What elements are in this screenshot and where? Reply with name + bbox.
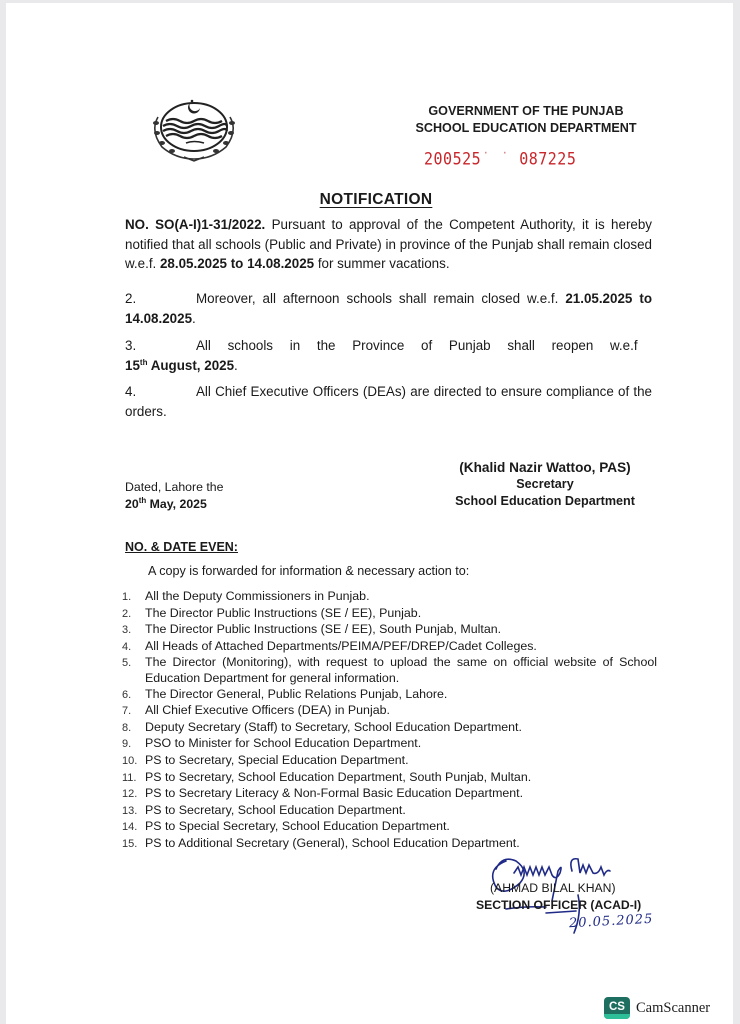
reference-number: NO. SO(A-I)1-31/2022.: [125, 217, 266, 232]
list-item: 14. PS to Special Secretary, School Education Department.: [122, 819, 450, 834]
page-title: NOTIFICATION: [319, 191, 433, 208]
list-item: 7. All Chief Executive Officers (DEA) in Punjab.: [122, 703, 390, 718]
vacation-dates: 28.05.2025 to 14.08.2025: [159, 256, 315, 271]
diary-number-stamp: 200525˙ ˙ 087225: [424, 148, 577, 170]
punjab-government-emblem-icon: [146, 91, 242, 165]
forwarded-text: A copy is forwarded for information & necessary action to:: [148, 564, 470, 578]
paragraph-4: 4. All Chief Executive Officers (DEAs) are directed to ensure compliance of the orders.: [125, 384, 652, 419]
dated-block: Dated, Lahore the 20th May, 2025: [125, 480, 224, 511]
signatory-designation: Secretary: [516, 477, 574, 491]
list-item: 11. PS to Secretary, School Education Department, South Punjab, Multan.: [122, 769, 532, 784]
camscanner-label: CamScanner: [636, 999, 711, 1016]
section-officer-name: (AHMAD BILAL KHAN): [490, 881, 616, 895]
camscanner-logo-icon: CS: [604, 997, 630, 1019]
section-officer-title: SECTION OFFICER (ACAD-I): [476, 898, 642, 912]
list-item: 3. The Director Public Instructions (SE / EE), South Punjab, Multan.: [122, 622, 502, 637]
signatory-name: (Khalid Nazir Wattoo, PAS): [459, 460, 631, 475]
reopen-date: 15th August, 2025: [125, 357, 235, 373]
list-item: 10. PS to Secretary, Special Education Department.: [122, 752, 409, 767]
no-date-even-heading: NO. & DATE EVEN:: [125, 540, 238, 554]
paragraph-1: NO. SO(A-I)1-31/2022. Pursuant to approval of the Competent Authority, it is hereby notified that all schools (Public and Private) in province of the Punjab shall remain closed w.e.f. 28.05.2025 to 14.08.2025 for summer vacations.: [125, 217, 652, 271]
list-item: 15. PS to Additional Secretary (General), School Education Department.: [122, 835, 520, 850]
signatory-department: School Education Department: [455, 494, 635, 508]
department-line: SCHOOL EDUCATION DEPARTMENT: [415, 121, 637, 135]
camscanner-watermark: [604, 997, 710, 1019]
issue-date: 20th May, 2025: [125, 496, 207, 511]
list-item: 1. All the Deputy Commissioners in Punjab.: [122, 589, 370, 603]
document-page: [6, 3, 733, 1024]
list-item: 6. The Director General, Public Relations Punjab, Lahore.: [122, 686, 448, 701]
department-header: [386, 103, 666, 137]
list-item: 5. The Director (Monitoring), with request to upload the same on official website of School Education Department for general information.: [122, 655, 657, 685]
paragraph-3: 3. All schools in the Province of Punjab shall reopen w.e.f 15th August, 2025.: [125, 338, 638, 373]
government-line: GOVERNMENT OF THE PUNJAB: [428, 104, 624, 118]
list-item: 9. PSO to Minister for School Education Department.: [122, 736, 422, 751]
list-item: 13. PS to Secretary, School Education Department.: [122, 802, 406, 817]
secretary-signature-block: [434, 459, 656, 510]
list-item: 2. The Director Public Instructions (SE / EE), Punjab.: [122, 605, 422, 620]
list-item: 8. Deputy Secretary (Staff) to Secretary, School Education Department.: [122, 719, 522, 734]
paragraph-2: 2. Moreover, all afternoon schools shall remain closed w.e.f. 21.05.2025 to 14.08.2025.: [125, 291, 652, 326]
list-item: 12. PS to Secretary Literacy & Non-Formal Basic Education Department.: [122, 786, 524, 801]
handwritten-date: 20.05.2025: [568, 911, 654, 932]
distribution-list: [122, 589, 657, 853]
list-item: 4. All Heads of Attached Departments/PEIMA/PEF/DREP/Cadet Colleges.: [122, 638, 537, 653]
